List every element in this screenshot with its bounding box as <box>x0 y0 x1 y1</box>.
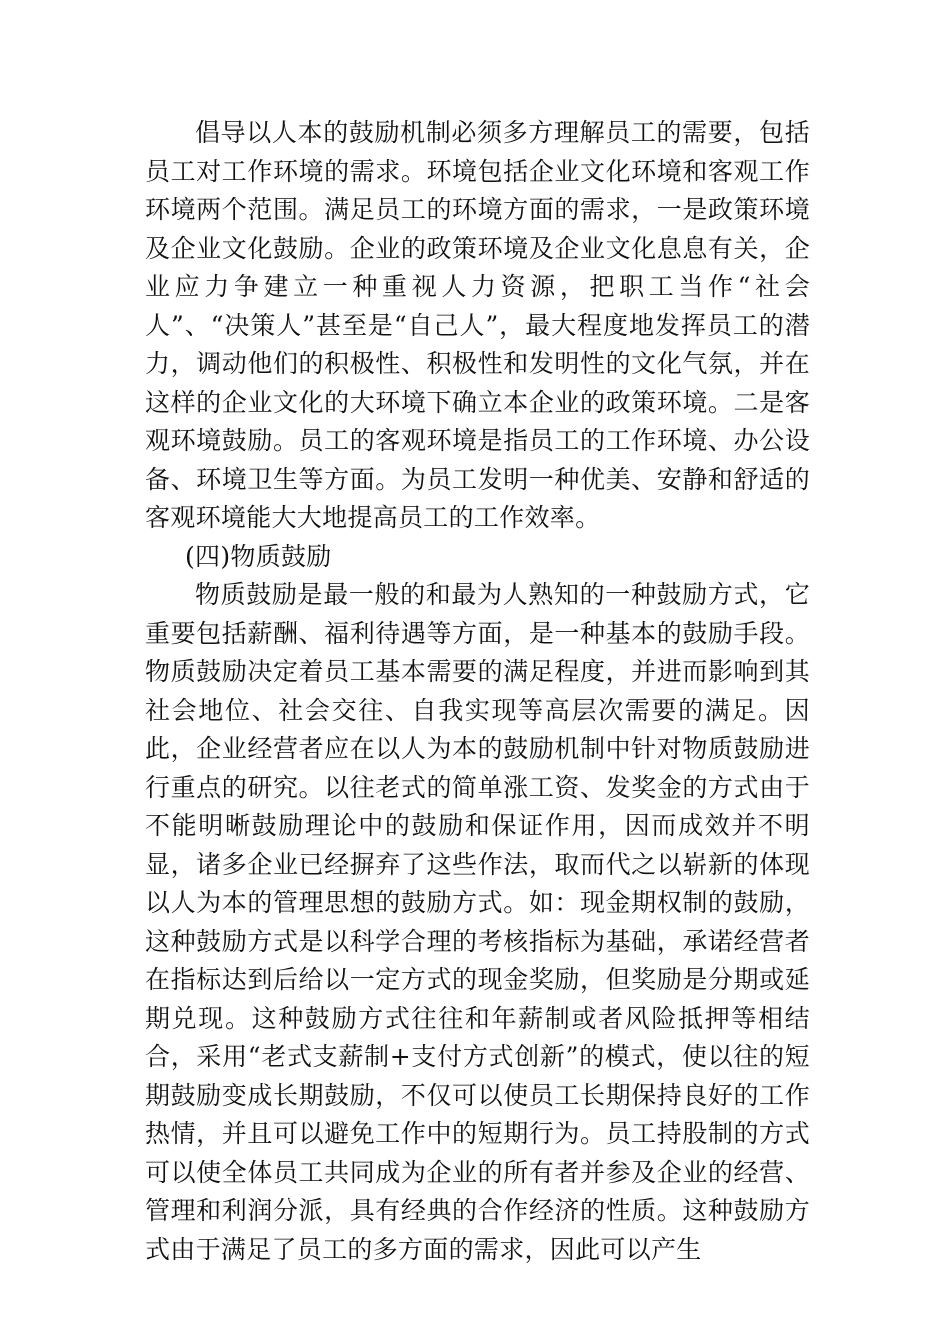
paragraph-environment-motivation: 倡导以人本的鼓励机制必须多方理解员工的需要，包括员工对工作环境的需求。环境包括企业文化环境和客观工作环境两个范围。满足员工的环境方面的需求，一是政策环境及企业文化鼓励。企业的政策环境及企业文化息息有关，企业应力争建立一种重视人力资源，把职工当作“社会人”、“决策人”甚至是“自己人”，最大程度地发挥员工的潜力，调动他们的积极性、积极性和发明性的文化气氛，并在这样的企业文化的大环境下确立本企业的政策环境。二是客观环境鼓励。员工的客观环境是指员工的工作环境、办公设备、环境卫生等方面。为员工发明一种优美、安静和舒适的客观环境能大大地提高员工的工作效率。 <box>145 118 810 532</box>
section-heading-material-motivation: (四)物质鼓励 <box>185 541 332 571</box>
paragraph-material-motivation: 物质鼓励是最一般的和最为人熟知的一种鼓励方式，它重要包括薪酬、福利待遇等方面，是一种基本的鼓励手段。物质鼓励决定着员工基本需要的满足程度，并进而影响到其社会地位、社会交往、自我实现等高层次需要的满足。因此，企业经营者应在以人为本的鼓励机制中针对物质鼓励进行重点的研究。以往老式的简单涨工资、发奖金的方式由于不能明晰鼓励理论中的鼓励和保证作用，因而成效并不明显，诸多企业已经摒弃了这些作法，取而代之以崭新的体现以人为本的管理思想的鼓励方式。如：现金期权制的鼓励，这种鼓励方式是以科学合理的考核指标为基础，承诺经营者在指标达到后给以一定方式的现金奖励，但奖励是分期或延期兑现。这种鼓励方式往往和年薪制或者风险抵押等相结合，采用“老式支薪制+支付方式创新”的模式，使以往的短期鼓励变成长期鼓励，不仅可以使员工长期保持良好的工作热情，并且可以避免工作中的短期行为。员工持股制的方式可以使全体员工共同成为企业的所有者并参及企业的经营、管理和利润分派，具有经典的合作经济的性质。这种鼓励方式由于满足了员工的多方面的需求，因此可以产生 <box>145 580 810 1264</box>
document-body <box>145 114 810 1269</box>
